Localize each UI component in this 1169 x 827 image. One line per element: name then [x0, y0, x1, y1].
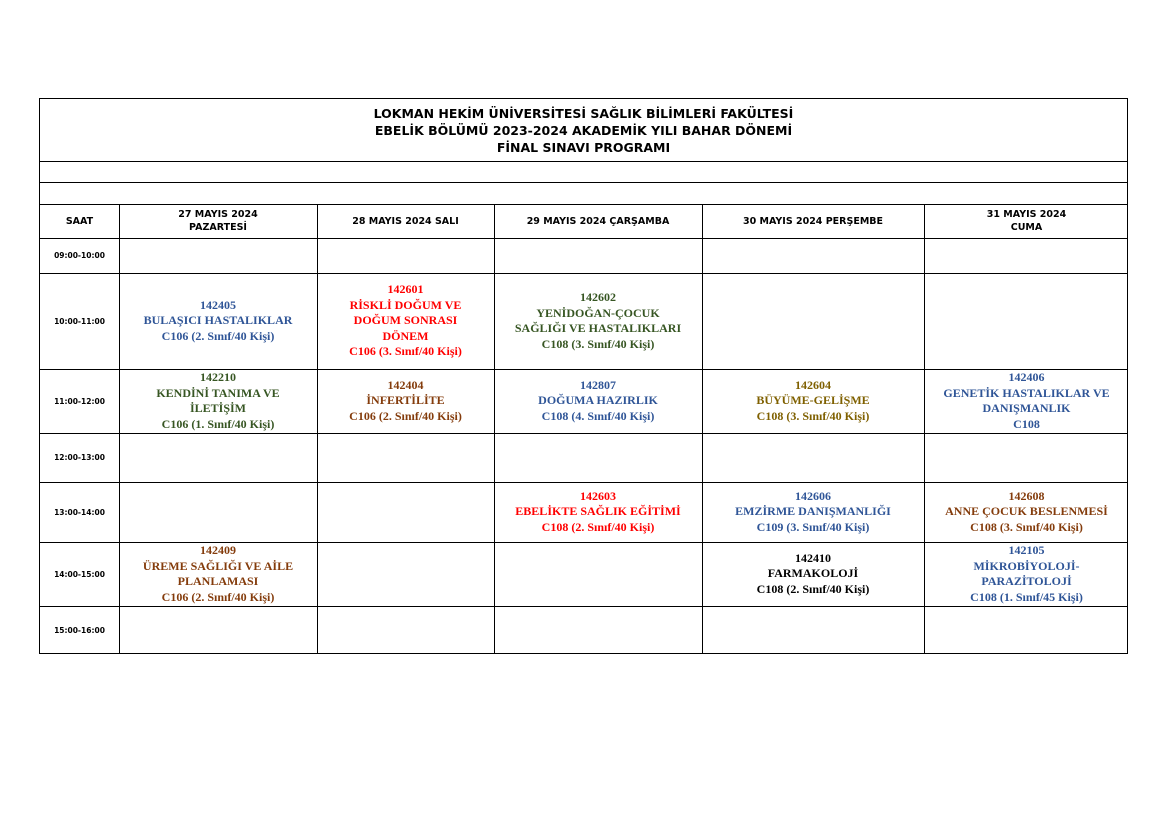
exam-room: C106 (1. Sınıf/40 Kişi) [161, 416, 275, 431]
header-day [702, 204, 924, 238]
exam-entry [119, 369, 317, 433]
header-day-name: CUMA [1010, 222, 1043, 233]
course-code: 142105 [1008, 543, 1045, 557]
course-name: DOĞUM SONRASI [353, 313, 458, 328]
exam-room: C108 (3. Sınıf/40 Kişi) [541, 336, 655, 351]
row-divider [40, 238, 1127, 239]
exam-room: C106 (2. Sınıf/40 Kişi) [161, 328, 275, 343]
course-code: 142604 [795, 377, 831, 392]
exam-room: C108 [1013, 416, 1040, 431]
course-code: 142404 [387, 377, 424, 392]
header-day [924, 204, 1129, 238]
header-saat: SAAT [65, 215, 94, 227]
exam-entry [494, 273, 702, 369]
course-code: 142410 [795, 550, 831, 565]
exam-room: C109 (3. Sınıf/40 Kişi) [756, 519, 870, 534]
title-line-2: EBELİK BÖLÜMÜ 2023-2024 AKADEMİK YILI BAHAR DÖNEMİ [374, 122, 793, 138]
course-name: BULAŞICI HASTALIKLAR [143, 313, 293, 328]
course-name: EBELİKTE SAĞLIK EĞİTİMİ [515, 504, 681, 519]
course-name: GENETİK HASTALIKLAR VE [943, 385, 1110, 400]
header-day-date: 31 MAYIS 2024 [986, 209, 1067, 220]
row-divider [40, 161, 1127, 162]
header-day [494, 204, 702, 238]
course-code: 142409 [200, 543, 236, 557]
course-name: MİKROBİYOLOJİ- [973, 558, 1080, 573]
exam-room: C108 (3. Sınıf/40 Kişi) [756, 408, 870, 423]
course-code: 142608 [1008, 488, 1045, 503]
course-name: PLANLAMASI [177, 574, 259, 588]
exam-entry [119, 273, 317, 369]
exam-entry [494, 482, 702, 542]
course-name: SAĞLIĞI VE HASTALIKLARI [514, 321, 682, 335]
exam-room: C108 (4. Sınıf/40 Kişi) [541, 408, 655, 423]
exam-room: C106 (2. Sınıf/40 Kişi) [349, 408, 462, 423]
exam-entry [317, 369, 494, 433]
course-code: 142406 [1008, 370, 1045, 384]
course-name: RİSKLİ DOĞUM VE [349, 297, 462, 312]
course-code: 142601 [387, 282, 424, 297]
exam-entry [702, 482, 924, 542]
course-name: ÜREME SAĞLIĞI VE AİLE [142, 558, 294, 573]
course-code: 142602 [580, 290, 616, 304]
time-slot: 12:00-13:00 [54, 453, 105, 462]
course-name: KENDİNİ TANIMA VE [156, 385, 280, 400]
header-day-date: 29 MAYIS 2024 ÇARŞAMBA [526, 215, 670, 227]
time-slot: 10:00-11:00 [54, 316, 105, 326]
exam-entry [702, 542, 924, 606]
exam-room: C106 (2. Sınıf/40 Kişi) [161, 589, 275, 604]
course-name: İNFERTİLİTE [366, 393, 445, 408]
course-name: DANIŞMANLIK [982, 401, 1071, 415]
header-day-date: 28 MAYIS 2024 SALI [352, 215, 459, 227]
exam-room: C108 (2. Sınıf/40 Kişi) [756, 581, 870, 596]
course-name: İLETİŞİM [189, 401, 247, 415]
time-slot: 09:00-10:00 [54, 251, 105, 260]
header-day-date: 30 MAYIS 2024 PERŞEMBE [742, 215, 884, 227]
course-name: BÜYÜME-GELİŞME [756, 393, 870, 408]
exam-entry [924, 369, 1129, 433]
exam-room: C108 (2. Sınıf/40 Kişi) [541, 519, 655, 534]
course-code: 142606 [795, 488, 831, 503]
course-code: 142807 [580, 377, 616, 392]
course-code: 142603 [580, 488, 616, 503]
exam-entry [924, 482, 1129, 542]
header-day [317, 204, 494, 238]
course-code: 142210 [200, 370, 236, 384]
title-line-1: LOKMAN HEKİM ÜNİVERSİTESİ SAĞLIK BİLİMLERİ FAKÜLTESİ [373, 105, 794, 121]
course-name: ANNE ÇOCUK BESLENMESİ [945, 504, 1108, 519]
row-divider [40, 433, 1127, 434]
time-slot: 13:00-14:00 [54, 507, 105, 517]
exam-entry [924, 542, 1129, 606]
time-slot: 15:00-16:00 [54, 626, 105, 635]
exam-room: C108 (1. Sınıf/45 Kişi) [970, 589, 1083, 604]
exam-room: C108 (3. Sınıf/40 Kişi) [970, 519, 1083, 534]
exam-schedule-table [39, 98, 1128, 654]
exam-entry [494, 369, 702, 433]
course-name: DÖNEM [382, 328, 429, 343]
exam-entry [702, 369, 924, 433]
time-slot: 11:00-12:00 [54, 396, 105, 406]
document-title [40, 99, 1127, 161]
row-divider [40, 606, 1127, 607]
course-name: PARAZİTOLOJİ [981, 574, 1072, 588]
header-day-name: PAZARTESİ [189, 222, 247, 233]
course-name: EMZİRME DANIŞMANLIĞI [735, 504, 891, 519]
time-slot: 14:00-15:00 [54, 569, 105, 579]
exam-entry [119, 542, 317, 606]
course-name: YENİDOĞAN-ÇOCUK [536, 305, 660, 320]
header-day [119, 204, 317, 238]
course-name: FARMAKOLOJİ [767, 566, 859, 581]
course-name: DOĞUMA HAZIRLIK [538, 393, 658, 408]
exam-room: C106 (3. Sınıf/40 Kişi) [349, 344, 462, 359]
row-divider [40, 182, 1127, 183]
exam-entry [317, 273, 494, 369]
course-code: 142405 [200, 297, 236, 312]
header-day-date: 27 MAYIS 2024 [178, 209, 258, 220]
title-line-3: FİNAL SINAVI PROGRAMI [496, 139, 671, 155]
